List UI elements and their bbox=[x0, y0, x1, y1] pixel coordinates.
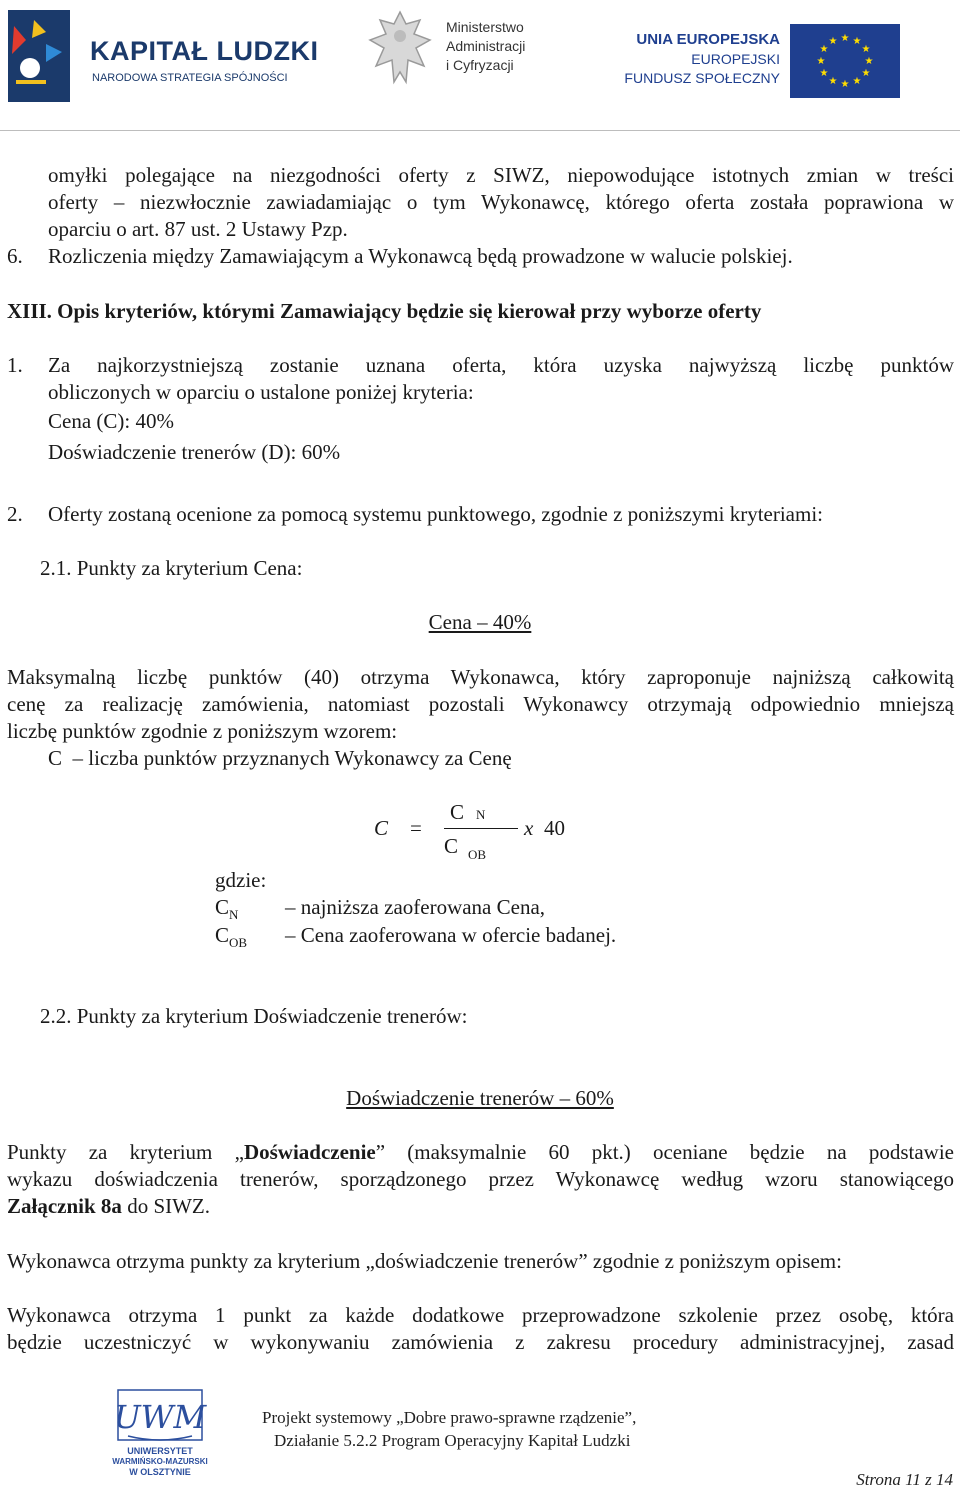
exp-para-3-line-2: będzie uczestniczyć w wykonywaniu zamówienia z zakresu procedury administracyjnej, zasad bbox=[7, 1330, 954, 1354]
exp-para-line-3: Załącznik 8a do SIWZ. bbox=[7, 1194, 211, 1218]
svg-text:★: ★ bbox=[816, 56, 826, 67]
item-2-text: Oferty zostaną ocenione za pomocą systemu punktowego, zgodnie z poniższymi kryteriami: bbox=[48, 502, 824, 526]
page-number: Strona 11 z 14 bbox=[856, 1470, 953, 1489]
item-6-number: 6. bbox=[7, 244, 23, 268]
price-heading: Cena – 40% bbox=[428, 610, 532, 634]
cob-description: – Cena zaoferowana w ofercie badanej. bbox=[285, 923, 617, 947]
formula-lhs: C bbox=[374, 816, 389, 840]
eu-text: UNIA EUROPEJSKA EUROPEJSKI FUNDUSZ SPOŁECZNY bbox=[624, 31, 780, 86]
formula-denominator: C $_{OB}$ bbox=[444, 834, 487, 862]
experience-heading: Doświadczenie trenerów – 60% bbox=[346, 1086, 614, 1110]
svg-text:★: ★ bbox=[819, 44, 829, 55]
kapital-ludzki-subtitle: NARODOWA STRATEGIA SPÓJNOŚCI bbox=[92, 72, 288, 84]
uwm-name: UNIWERSYTET WARMIŃSKO-MAZURSKI W OLSZTYNIE bbox=[112, 1446, 208, 1477]
page-header bbox=[0, 0, 960, 132]
svg-text:★: ★ bbox=[861, 44, 871, 55]
svg-text:★: ★ bbox=[828, 76, 838, 87]
subitem-2-2: 2.2. Punkty za kryterium Doświadczenie trenerów: bbox=[40, 1004, 468, 1028]
criterion-price: Cena (C): 40% bbox=[48, 409, 174, 433]
eagle-emblem-icon bbox=[362, 6, 438, 92]
intro-line-2: oferty – niezwłocznie zawiadamiając o tym Wykonawcę, którego oferta została poprawiona w bbox=[48, 190, 954, 214]
price-para-line-3: liczbę punktów zgodnie z poniższym wzorem: bbox=[7, 719, 398, 743]
svg-text:★: ★ bbox=[852, 36, 862, 47]
svg-text:★: ★ bbox=[861, 68, 871, 79]
eu-flag-icon bbox=[790, 24, 900, 98]
c-definition: C – liczba punktów przyznanych Wykonawcy za Cenę bbox=[48, 746, 512, 770]
project-info: Projekt systemowy „Dobre prawo-sprawne rządzenie”, Działanie 5.2.2 Program Operacyjny Kapitał Ludzki bbox=[262, 1408, 637, 1450]
item-1-line-2: obliczonych w oparciu o ustalone poniżej kryteria: bbox=[48, 380, 474, 404]
exp-para-line-2: wykazu doświadczenia trenerów, sporządzonego przez Wykonawcę według wzoru stanowiącego bbox=[7, 1167, 954, 1191]
item-1-number: 1. bbox=[7, 353, 23, 377]
price-formula bbox=[370, 798, 590, 868]
item-6-text: Rozliczenia między Zamawiającym a Wykonawcą będą prowadzone w walucie polskiej. bbox=[48, 244, 793, 268]
svg-text:★: ★ bbox=[852, 76, 862, 87]
formula-multiply: x bbox=[524, 816, 534, 840]
svg-text:★: ★ bbox=[819, 68, 829, 79]
uwm-logo bbox=[112, 1386, 208, 1444]
where-label: gdzie: bbox=[215, 868, 267, 892]
cob-symbol: $C_{OB}$ bbox=[215, 923, 248, 950]
svg-text:★: ★ bbox=[864, 56, 874, 67]
svg-text:★: ★ bbox=[840, 79, 850, 90]
formula-equals: = bbox=[410, 816, 422, 840]
svg-text:★: ★ bbox=[828, 36, 838, 47]
formula-constant: 40 bbox=[544, 816, 565, 840]
criterion-experience: Doświadczenie trenerów (D): 60% bbox=[48, 440, 341, 464]
intro-line-1: omyłki polegające na niezgodności oferty z SIWZ, niepowodujące istotnych zmian w treści bbox=[48, 163, 954, 187]
exp-para-line-1: Punkty za kryterium „Doświadczenie” (maksymalnie 60 pkt.) oceniane będzie na podstawie bbox=[7, 1140, 955, 1164]
formula-numerator: C N bbox=[450, 800, 486, 824]
cn-description: – najniższa zaoferowana Cena, bbox=[285, 895, 546, 919]
exp-para-3-line-1: Wykonawca otrzyma 1 punkt za każde dodatkowe przeprowadzone szkolenie przez osobę, która bbox=[7, 1303, 954, 1327]
intro-line-3: oparciu o art. 87 ust. 2 Ustawy Pzp. bbox=[48, 217, 348, 241]
ministry-name: Ministerstwo Administracji i Cyfryzacji bbox=[446, 19, 526, 73]
price-para-line-2: cenę za realizację zamówienia, natomiast pozostali Wykonawcy otrzymają odpowiednio mniejszą bbox=[7, 692, 954, 716]
exp-para-2: Wykonawca otrzyma punkty za kryterium „doświadczenie trenerów” zgodnie z poniższym opisem: bbox=[7, 1249, 842, 1273]
svg-text:★: ★ bbox=[840, 33, 850, 44]
kapital-ludzki-logo bbox=[6, 8, 86, 106]
cn-symbol: $C_N$ bbox=[215, 895, 239, 922]
fraction-bar bbox=[444, 828, 518, 829]
item-2-number: 2. bbox=[7, 502, 23, 526]
svg-text:UWM: UWM bbox=[113, 1398, 207, 1436]
price-para-line-1: Maksymalną liczbę punktów (40) otrzyma Wykonawca, który zaproponuje najniższą całkowitą bbox=[7, 665, 954, 689]
header-divider bbox=[0, 130, 960, 131]
kapital-ludzki-title: KAPITAŁ LUDZKI bbox=[90, 36, 319, 66]
item-1-line-1: Za najkorzystniejszą zostanie uznana oferta, która uzyska najwyższą liczbę punktów bbox=[48, 353, 954, 377]
section-heading: XIII. Opis kryteriów, którymi Zamawiający będzie się kierował przy wyborze oferty bbox=[7, 299, 762, 323]
subitem-2-1: 2.1. Punkty za kryterium Cena: bbox=[40, 556, 303, 580]
